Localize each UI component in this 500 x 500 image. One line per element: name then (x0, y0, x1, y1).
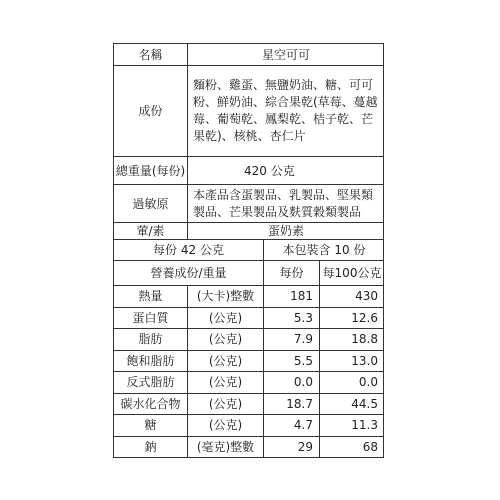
nutrient-name: 熱量 (114, 286, 188, 308)
diet-value: 蛋奶素 (188, 223, 384, 240)
nutrient-per-100g: 68 (362, 440, 378, 455)
nutrient-unit: (公克) (188, 351, 264, 373)
nutrient-unit: (公克) (188, 394, 264, 416)
nutrient-per-serving: 29 (264, 437, 320, 459)
nutrient-name: 糖 (114, 415, 188, 437)
nutrient-per-100g: 44.5 (320, 394, 384, 416)
nutrient-unit: (公克) (188, 329, 264, 351)
nutrient-per-100g: 430 (320, 286, 384, 308)
nutrient-name: 反式脂肪 (114, 372, 188, 394)
nutrient-per-serving: 4.7 (264, 415, 320, 437)
product-label-table (113, 43, 384, 458)
per-serving-header: 每份 (264, 261, 320, 286)
nutrient-name: 脂肪 (114, 329, 188, 351)
nutrient-per-serving: 0.0 (264, 372, 320, 394)
nutrient-per-serving: 18.7 (264, 394, 320, 416)
weight-label: 總重量(每份) (114, 157, 188, 185)
allergen-label: 過敏原 (114, 185, 188, 223)
nutrient-unit: (毫克)整數 (188, 437, 264, 459)
nutrient-per-serving: 5.5 (264, 351, 320, 373)
per-100g-header: 每100公克 (320, 261, 384, 286)
nutrient-unit: (公克) (188, 372, 264, 394)
diet-label: 葷/素 (114, 223, 188, 240)
nutrient-unit: (大卡)整數 (188, 286, 264, 308)
nutrition-header-label: 營養成份/重量 (114, 261, 264, 286)
ingredients-value: 麵粉、雞蛋、無鹽奶油、糖、可可粉、鮮奶油、綜合果乾(草莓、蔓越莓、葡萄乾、鳳梨乾、桔子乾、芒果乾)、核桃、杏仁片 (188, 66, 384, 157)
weight-value: 420 公克 (188, 157, 384, 185)
name-label: 名稱 (114, 44, 188, 66)
nutrient-name: 碳水化合物 (114, 394, 188, 416)
nutrient-per-100g: 12.6 (320, 308, 384, 330)
nutrient-unit: (公克) (188, 308, 264, 330)
nutrient-unit: (公克) (188, 415, 264, 437)
name-value: 星空可可 (188, 44, 384, 66)
ingredients-label: 成份 (114, 66, 188, 157)
nutrient-per-100g: 0.0 (320, 372, 384, 394)
nutrient-per-serving: 181 (264, 286, 320, 308)
nutrient-per-serving: 5.3 (264, 308, 320, 330)
nutrient-name: 蛋白質 (114, 308, 188, 330)
nutrient-per-serving: 7.9 (264, 329, 320, 351)
nutrient-name: 飽和脂肪 (114, 351, 188, 373)
nutrient-per-100g: 11.3 (320, 415, 384, 437)
serving-size: 每份 42 公克 (114, 240, 264, 261)
nutrient-per-100g: 18.8 (320, 329, 384, 351)
allergen-value: 本產品含蛋製品、乳製品、堅果類製品、芒果製品及麩質穀類製品 (188, 185, 384, 223)
servings-per-pack: 本包裝含 10 份 (264, 240, 384, 261)
nutrient-per-100g: 13.0 (320, 351, 384, 373)
nutrient-name: 鈉 (114, 437, 188, 459)
